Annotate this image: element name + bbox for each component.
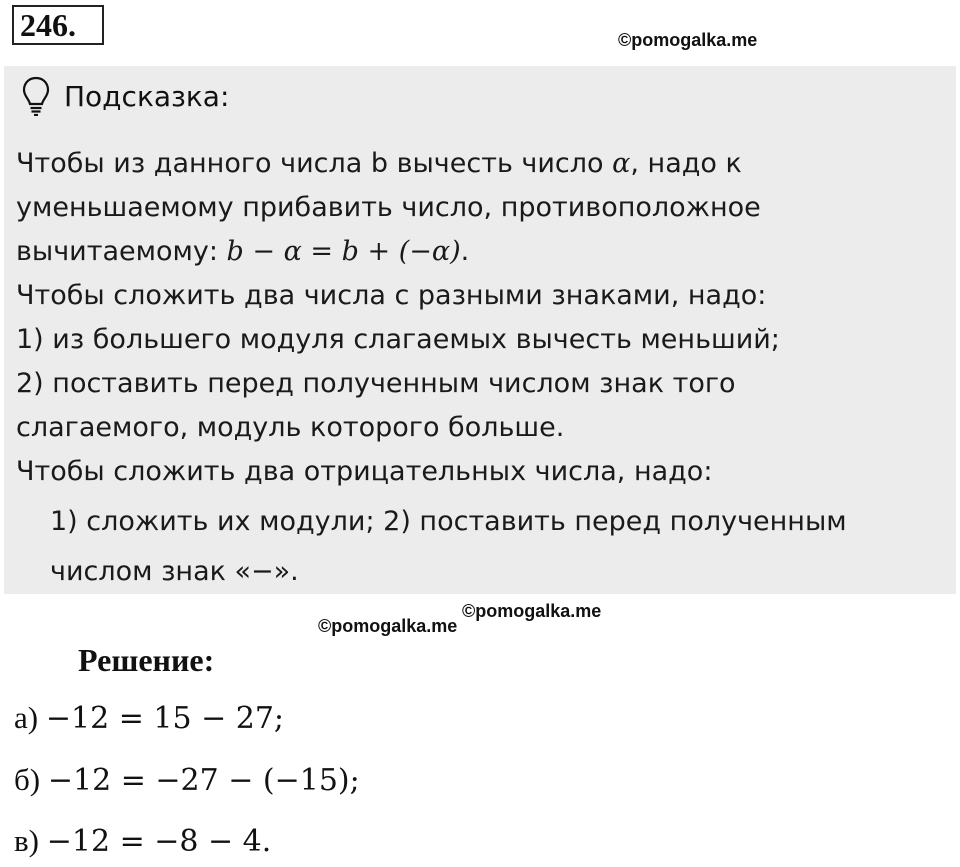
hint-line: уменьшаемому прибавить число, противоположное <box>16 192 761 223</box>
hint-line: 1) из большего модуля слагаемых вычесть меньший; <box>16 324 780 355</box>
watermark: ©pomogalka.me <box>462 601 602 621</box>
item-label: б) <box>14 762 48 797</box>
solution-title: Решение: <box>78 642 215 678</box>
item-label: в) <box>14 823 47 858</box>
hint-line <box>16 142 946 186</box>
hint-line: Чтобы сложить два отрицательных числа, надо: <box>16 456 713 487</box>
hint-line: Чтобы сложить два числа с разными знаками, надо: <box>16 280 767 311</box>
hint-line: 1) сложить их модули; 2) поставить перед полученным <box>50 506 847 537</box>
solution-item-b <box>14 762 360 798</box>
variable-alpha: α <box>612 148 631 179</box>
hint-box <box>4 66 956 594</box>
hint-line <box>16 230 946 274</box>
lightbulb-icon <box>22 76 50 116</box>
subtraction-formula: b − α = b + (−α) <box>226 236 461 267</box>
item-expression: −12 = −27 − (−15); <box>47 763 360 798</box>
hint-body <box>16 142 946 594</box>
watermark: ©pomogalka.me <box>318 616 458 636</box>
hint-line: числом знак «−». <box>50 556 299 587</box>
task-number: 246. <box>12 5 104 45</box>
solution-item-c <box>14 823 271 859</box>
watermark: ©pomogalka.me <box>618 30 758 50</box>
solution-item-a <box>14 700 284 736</box>
item-expression: −12 = 15 − 27; <box>45 701 285 736</box>
hint-text: , надо к <box>630 148 742 179</box>
hint-text: вычитаемому: <box>16 236 227 267</box>
hint-line: 2) поставить перед полученным числом знак того <box>16 368 736 399</box>
hint-text: . <box>460 236 470 267</box>
hint-text: Чтобы из данного числа b вычесть число <box>16 148 613 179</box>
hint-header <box>22 76 229 116</box>
item-label: а) <box>14 700 46 735</box>
item-expression: −12 = −8 − 4. <box>46 824 272 859</box>
hint-title: Подсказка: <box>64 79 230 113</box>
hint-line: слагаемого, модуль которого больше. <box>16 412 565 443</box>
